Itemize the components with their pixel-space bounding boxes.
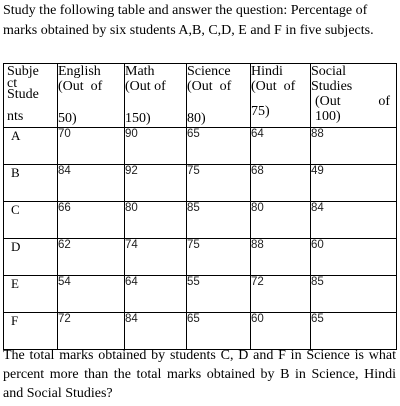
- header-social-studies-word: (Out: [315, 94, 341, 109]
- header-students-line: Stude: [7, 87, 39, 102]
- header-science-line: (Out of: [187, 79, 232, 94]
- social-studies-mark-cell: 88: [311, 128, 397, 165]
- social-studies-mark-cell: 49: [311, 165, 397, 202]
- header-social-studies-line: Social: [311, 64, 346, 79]
- science-mark-cell: 65: [187, 128, 251, 165]
- question-text: The total marks obtained by students C, D and F in Science is what percent more than the total marks obtained by B in Science, Hindi and Social Studies?: [3, 348, 396, 401]
- math-mark-cell: 90: [125, 128, 187, 165]
- table-row: [4, 165, 397, 202]
- header-hindi-line: (Out of: [251, 79, 296, 94]
- header-hindi: [251, 64, 311, 128]
- student-name-cell: A: [4, 128, 58, 165]
- english-mark-cell: 84: [58, 165, 125, 202]
- header-students-line: Subje: [7, 64, 39, 79]
- english-mark-cell: 54: [58, 276, 125, 313]
- header-math-line: Math: [125, 64, 155, 79]
- header-english-line: 50): [58, 111, 77, 126]
- hindi-mark-cell: 68: [251, 165, 311, 202]
- hindi-mark-cell: 72: [251, 276, 311, 313]
- table-row: [4, 202, 397, 239]
- student-name-cell: B: [4, 165, 58, 202]
- hindi-mark-cell: 80: [251, 202, 311, 239]
- social-studies-mark-cell: 65: [311, 313, 397, 350]
- math-mark-cell: 74: [125, 239, 187, 276]
- table-row: [4, 276, 397, 313]
- header-social-studies-out-line: [311, 94, 396, 109]
- science-mark-cell: 75: [187, 239, 251, 276]
- science-mark-cell: 55: [187, 276, 251, 313]
- table-row: [4, 239, 397, 276]
- math-mark-cell: 80: [125, 202, 187, 239]
- marks-table: [3, 63, 397, 350]
- student-name-cell: E: [4, 276, 58, 313]
- header-students-line: nts: [7, 109, 24, 124]
- student-name-cell: D: [4, 239, 58, 276]
- header-science: [187, 64, 251, 128]
- header-science-line: 80): [187, 111, 206, 126]
- hindi-mark-cell: 60: [251, 313, 311, 350]
- math-mark-cell: 92: [125, 165, 187, 202]
- header-students-line: ct: [7, 76, 18, 91]
- english-mark-cell: 62: [58, 239, 125, 276]
- social-studies-mark-cell: 60: [311, 239, 397, 276]
- hindi-mark-cell: 88: [251, 239, 311, 276]
- table-row: [4, 313, 397, 350]
- hindi-mark-cell: 64: [251, 128, 311, 165]
- student-name-cell: F: [4, 313, 58, 350]
- social-studies-mark-cell: 85: [311, 276, 397, 313]
- science-mark-cell: 85: [187, 202, 251, 239]
- english-mark-cell: 72: [58, 313, 125, 350]
- header-math-line: 150): [125, 111, 151, 126]
- header-hindi-line: Hindi: [251, 64, 283, 79]
- header-social-studies-line: Studies: [311, 79, 353, 94]
- header-english-line: (Out of: [58, 79, 103, 94]
- header-students: [4, 64, 58, 128]
- table-header-row: [4, 64, 397, 128]
- english-mark-cell: 70: [58, 128, 125, 165]
- math-mark-cell: 84: [125, 313, 187, 350]
- science-mark-cell: 65: [187, 313, 251, 350]
- social-studies-mark-cell: 84: [311, 202, 397, 239]
- header-hindi-line: 75): [251, 104, 270, 119]
- student-name-cell: C: [4, 202, 58, 239]
- english-mark-cell: 66: [58, 202, 125, 239]
- header-math-line: (Out of: [125, 79, 166, 94]
- science-mark-cell: 75: [187, 165, 251, 202]
- instructions-text: Study the following table and answer the question: Percentage of marks obtained by six students A,B, C,D, E and F in five subjects.: [3, 3, 374, 38]
- header-english-line: English: [58, 64, 101, 79]
- header-science-line: Science: [187, 64, 231, 79]
- table-row: [4, 128, 397, 165]
- header-english: [58, 64, 125, 128]
- header-math: [125, 64, 187, 128]
- header-social-studies-word: of: [378, 94, 390, 109]
- math-mark-cell: 64: [125, 276, 187, 313]
- header-social-studies: [311, 64, 397, 128]
- header-social-studies-line: 100): [315, 109, 341, 124]
